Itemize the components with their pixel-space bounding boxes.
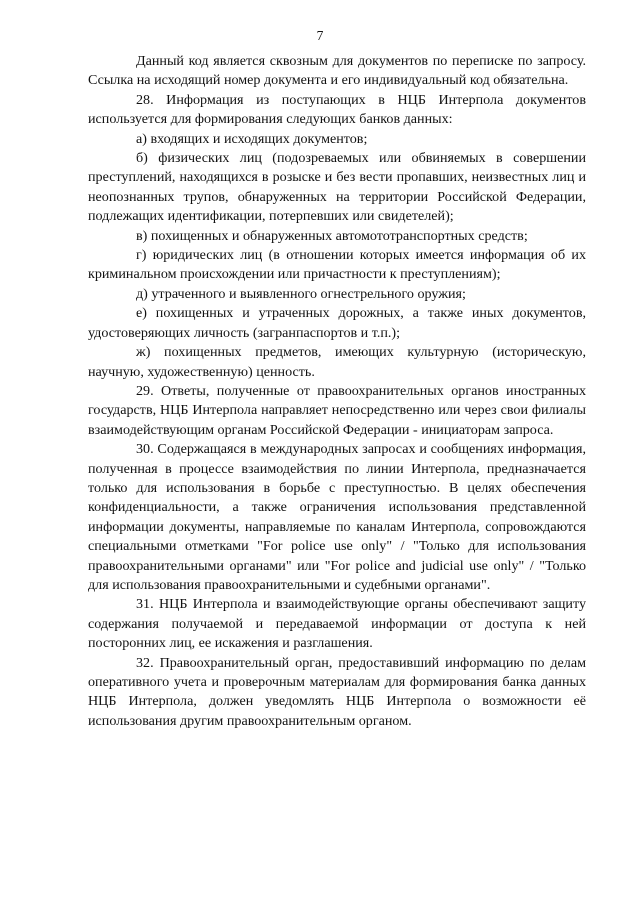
paragraph-32: 32. Правоохранительный орган, предоставивший информацию по делам оперативного учета и проверочным материалам для формирования банка данных НЦБ Интерпола, должен уведомлять НЦБ Интерпола о возможности её использования другим правоохранительным органом. <box>88 654 586 729</box>
document-body <box>88 52 586 731</box>
paragraph-28: 28. Информация из поступающих в НЦБ Интерпола документов используется для формирования следующих банков данных: <box>88 91 586 128</box>
page-number: 7 <box>316 28 324 43</box>
list-item-d: д) утраченного и выявленного огнестрельного оружия; <box>136 285 466 302</box>
paragraph-code-note: Данный код является сквозным для документов по переписке по запросу. Ссылка на исходящий номер документа и его индивидуальный код обязательна. <box>88 53 586 89</box>
list-item-e: е) похищенных и утраченных дорожных, а также иных документов, удостоверяющих личность (загранпаспортов и т.п.); <box>88 305 586 341</box>
list-item-a: а) входящих и исходящих документов; <box>136 130 368 147</box>
paragraph-31: 31. НЦБ Интерпола и взаимодействующие органы обеспечивают защиту содержания получаемой и передаваемой информации от доступа к ней посторонних лиц, ее искажения и разглашения. <box>88 596 586 652</box>
paragraph-30: 30. Содержащаяся в международных запросах и сообщениях информация, полученная в процессе взаимодействия по линии Интерпола, предназначается только для использования в борьбе с преступностью. В целях обеспечения конфиденциальности, а также ограничения использования представленной информации документы, направляемые по каналам Интерпола, сопровождаются специальными отметками "For police use only" / "Только для использования правоохранительными органами" или "For police and judicial use only" / "Только для использования правоохранительными и судебными органами". <box>88 441 586 593</box>
list-item-v: в) похищенных и обнаруженных автомототранспортных средств; <box>136 227 528 244</box>
list-item-b: б) физических лиц (подозреваемых или обвиняемых в совершении преступлений, находящихся в розыске и без вести пропавших, неизвестных лиц и неопознанных трупов, обнаруженных на территории Российской Федерации, подлежащих идентификации, потерпевших или свидетелей); <box>88 150 586 225</box>
paragraph-29: 29. Ответы, полученные от правоохранительных органов иностранных государств, НЦБ Интерпола направляет непосредственно или через свои филиалы взаимодействующим органам Российской Федерации - инициаторам запроса. <box>88 382 586 438</box>
list-item-g: г) юридических лиц (в отношении которых имеется информация об их криминальном происхождении или причастности к преступлениям); <box>88 247 586 283</box>
list-item-zh: ж) похищенных предметов, имеющих культурную (историческую, научную, художественную) ценность. <box>88 344 586 380</box>
